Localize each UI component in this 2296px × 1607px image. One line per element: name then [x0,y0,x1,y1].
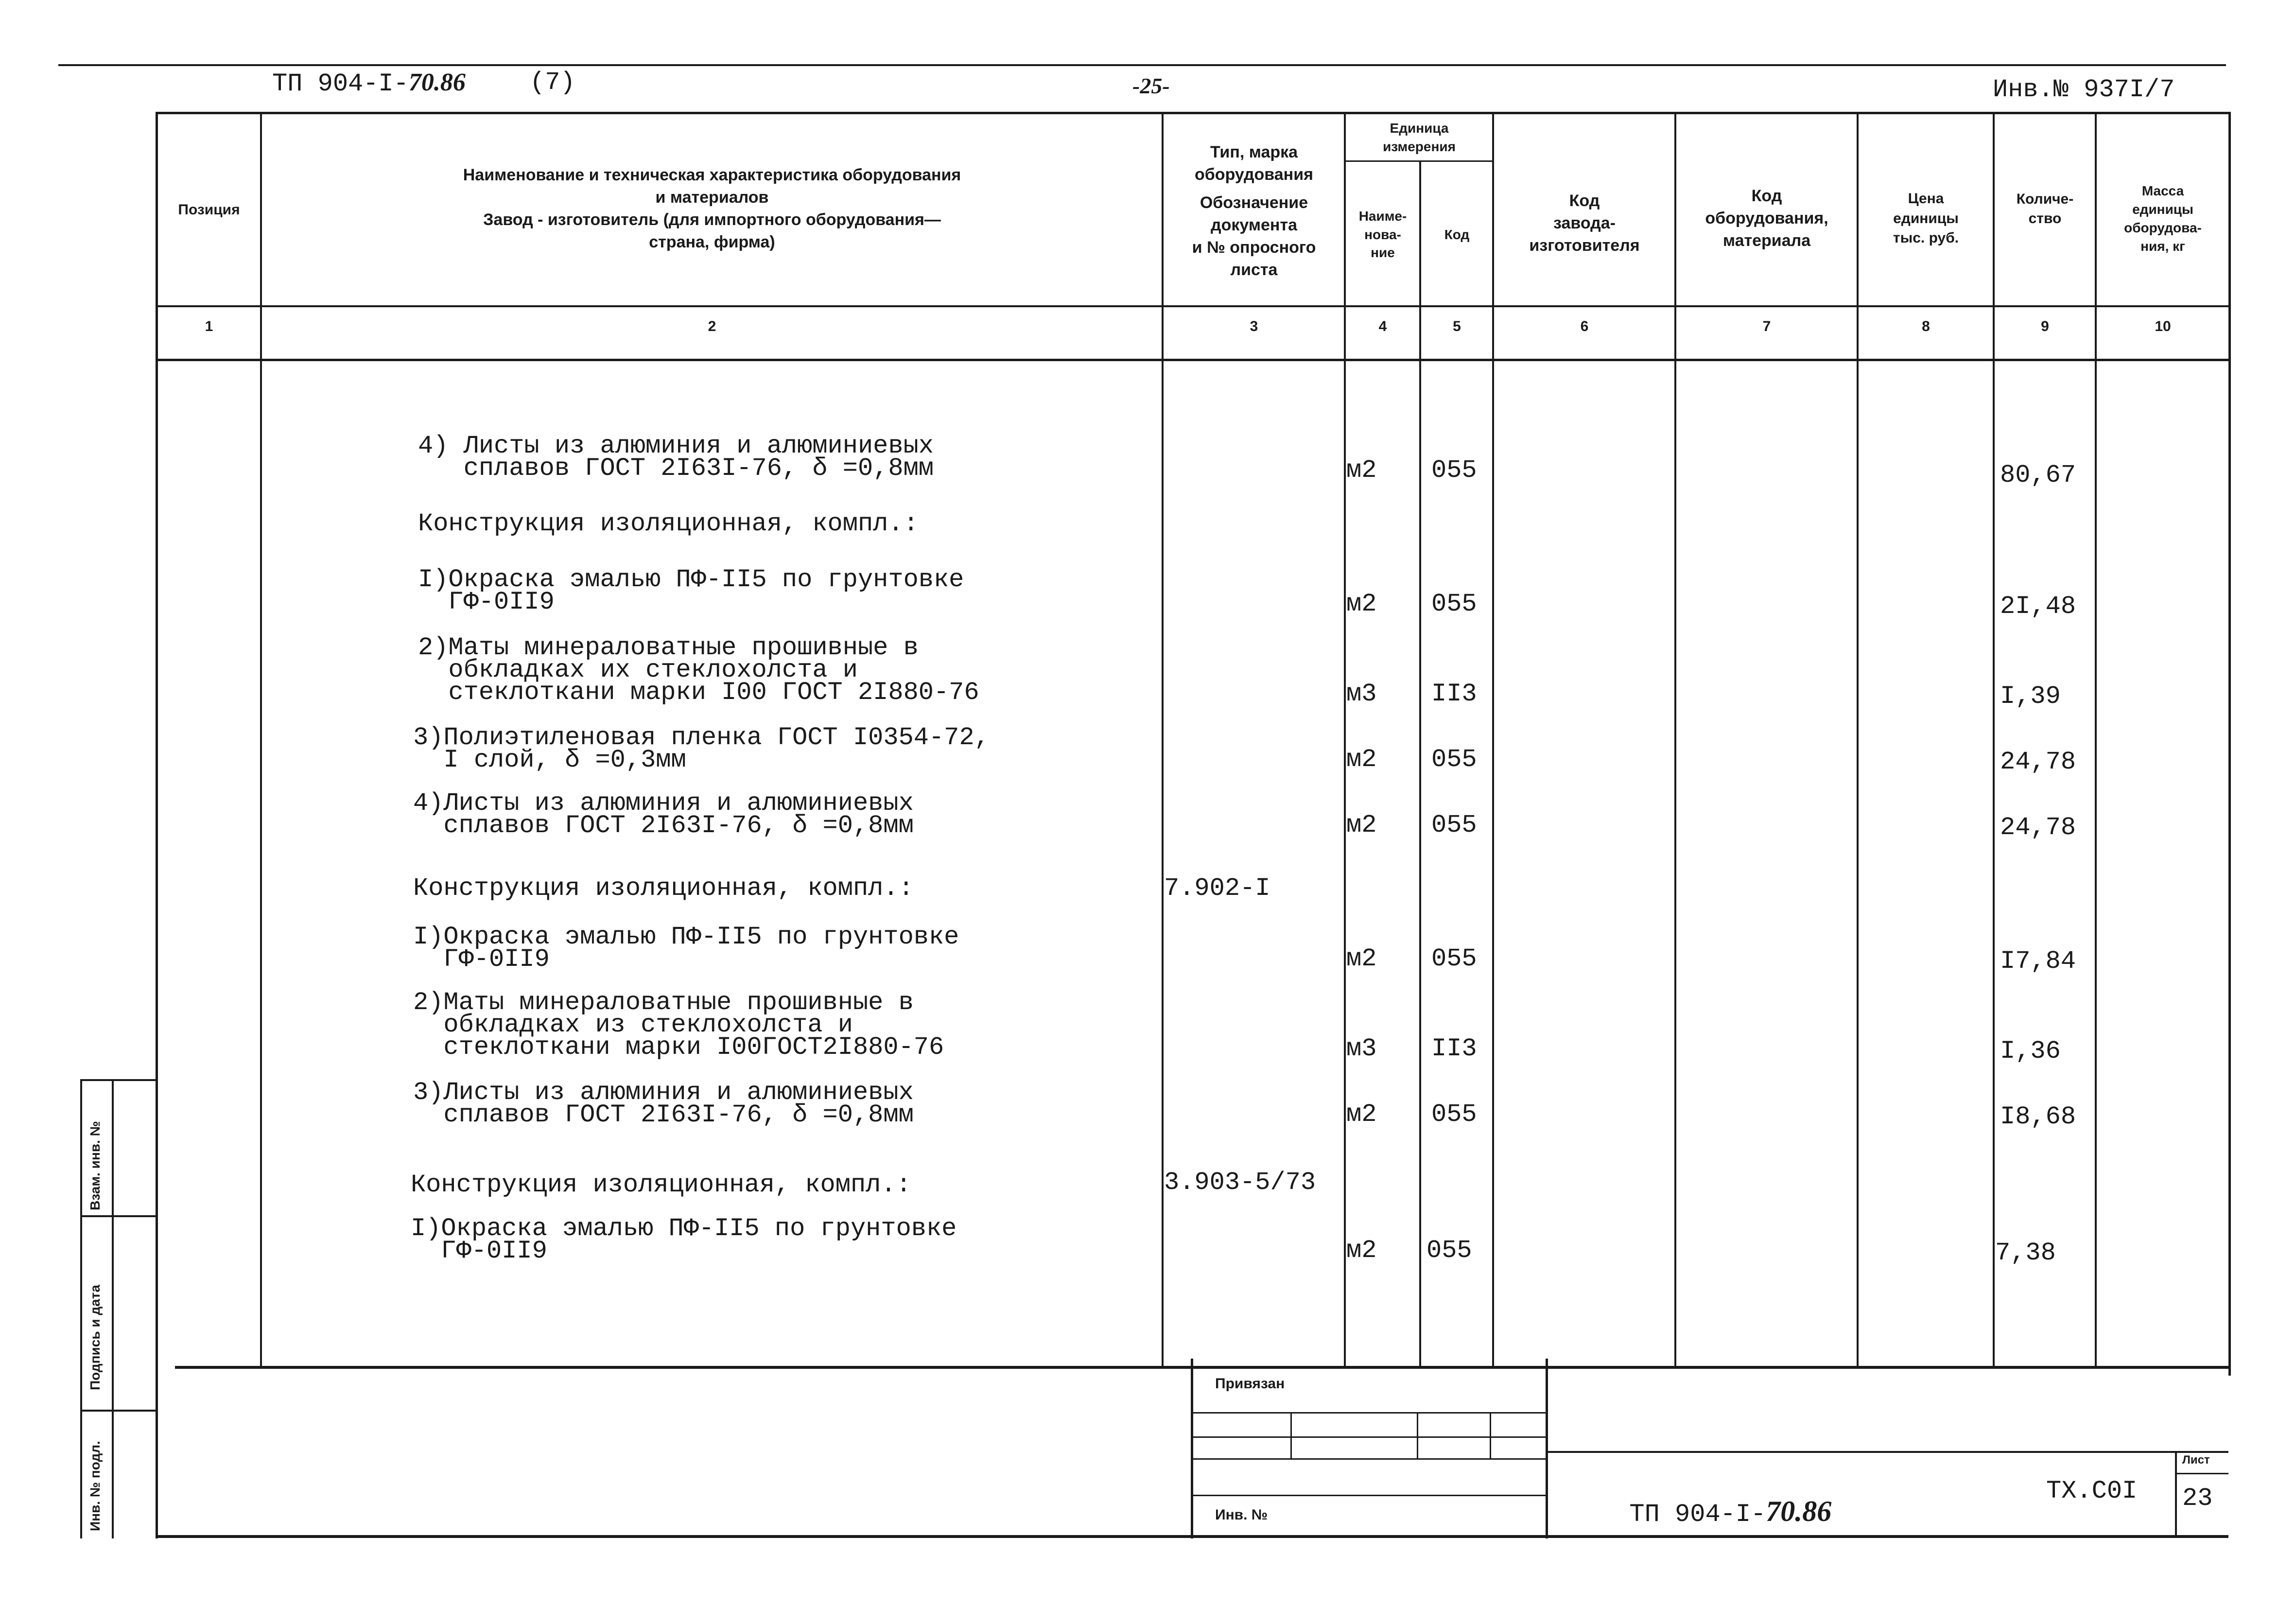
body-bottom-rule [175,1366,2228,1369]
side-label-replace-inv: Взам. инв. № [87,1121,103,1210]
stamp-right-top [1546,1451,2228,1453]
stamp-inv-label: Инв. № [1215,1507,1268,1523]
side-label-signature-date: Подпись и дата [87,1285,103,1390]
row-10-name: Конструкция изоляционная, компл.: [411,1170,911,1199]
row-4-qty: 24,78 [2000,748,2076,776]
side-label-inv-original: Инв. № подл. [87,1441,103,1531]
row-5-qty: 24,78 [2000,813,2076,842]
row-4-unit: м2 [1346,745,1377,774]
header-name: Наименование и техническая характеристика оборудования и материалов Завод - изготовитель (для импортного оборудования— страна, фирма) [463,166,961,251]
row-4-code: 055 [1431,745,1477,774]
header-rule [156,305,2228,307]
header-position: Позиция [178,202,240,218]
header-quantity: Количе- ство [2016,191,2074,227]
frame-header-top [156,112,2228,114]
colnum-1: 1 [205,318,213,334]
header-factory-code: Код завода- изготовителя [1529,192,1640,255]
unit-split-rule [1344,160,1492,162]
header-type: Тип, марка оборудования Обозначение документа и № опросного листа [1192,143,1316,279]
col-div-3 [1344,112,1346,1368]
stamp-sheet-rule [2175,1473,2228,1474]
colnum-6: 6 [1580,318,1589,334]
colnum-3: 3 [1250,318,1258,334]
frame-right [2228,112,2231,1376]
row-11-qty: 7,38 [1995,1239,2056,1267]
header-unit-name: Наиме- нова- ние [1358,208,1407,261]
row-8-qty: I,36 [2000,1037,2061,1066]
side-strip-mid [112,1079,114,1538]
doc-paren: (7) [530,68,575,97]
row-0-unit: м2 [1346,456,1377,485]
stamp-mid [1546,1359,1548,1538]
header-mass: Масса единицы оборудова- ния, кг [2124,183,2202,254]
stamp-sheet-label: Лист [2182,1453,2210,1467]
col-div-7 [1857,112,1859,1368]
row-9-code: 055 [1431,1100,1477,1129]
row-0-code: 055 [1431,456,1477,485]
header-unit-code: Код [1444,227,1470,242]
row-5-code: 055 [1431,811,1477,839]
colnum-10: 10 [2155,318,2171,334]
row-11-name: I)Окраска эмалью ПФ-II5 по грунтовке ГФ-0II9 [411,1214,957,1265]
page-number: -25- [1132,73,1170,98]
col-div-4 [1419,160,1421,1368]
stamp-row-2 [1193,1436,1546,1438]
row-9-name: 3)Листы из алюминия и алюминиевых сплавов ГОСТ 2I63I-76, δ =0,8мм [413,1078,914,1129]
row-2-qty: 2I,48 [2000,592,2076,621]
stamp-doc-code: ТП 904-I-70.86 [1629,1495,1832,1529]
col-div-5 [1492,112,1494,1368]
colnum-7: 7 [1762,318,1771,334]
row-3-qty: I,39 [2000,682,2061,711]
row-0-qty: 80,67 [2000,461,2076,489]
stamp-sheet-number: 23 [2182,1484,2213,1513]
col-div-1 [260,112,262,1368]
inventory-number: Инв.№ 937I/7 [1993,75,2175,104]
header-price: Цена единицы тыс. руб. [1893,191,1959,246]
row-8-unit: м3 [1346,1034,1377,1063]
header-unit: Единица измерения [1383,120,1456,154]
col-div-2 [1162,112,1164,1368]
stamp-cell-1 [1290,1412,1292,1458]
row-8-code: II3 [1431,1034,1477,1063]
row-11-unit: м2 [1346,1236,1377,1265]
col-div-8 [1993,112,1995,1368]
row-7-name: I)Окраска эмалью ПФ-II5 по грунтовке ГФ-0II9 [413,923,959,974]
row-10-doc: 3.903-5/73 [1164,1168,1316,1197]
colnum-8: 8 [1922,318,1930,334]
row-11-code: 055 [1426,1236,1472,1265]
colnum-9: 9 [2041,318,2049,334]
stamp-cell-3 [1490,1412,1491,1458]
row-3-name: 2)Маты минераловатные прошивные в обкладках их стеклохолста и стеклоткани марки I00 ГОСТ 2I880-76 [418,633,979,707]
header-material-code: Код оборудования, материала [1705,187,1828,250]
row-3-code: II3 [1431,680,1477,708]
colnum-2: 2 [708,318,716,334]
row-5-name: 4)Листы из алюминия и алюминиевых сплавов ГОСТ 2I63I-76, δ =0,8мм [413,789,914,840]
side-strip-top [80,1079,156,1081]
row-6-name: Конструкция изоляционная, компл.: [413,874,914,903]
row-3-unit: м3 [1346,680,1377,708]
row-0-name: 4) Листы из алюминия и алюминиевых сплавов ГОСТ 2I63I-76, δ =0,8мм [418,432,934,483]
privyazan-label: Привязан [1215,1376,1285,1392]
side-strip-left [80,1079,82,1538]
row-6-doc: 7.902-I [1164,874,1270,903]
side-strip-div1 [80,1215,156,1217]
row-7-qty: I7,84 [2000,947,2076,976]
row-5-unit: м2 [1346,811,1377,839]
stamp-row-4 [1193,1495,1546,1496]
col-div-9 [2095,112,2097,1368]
stamp-row-3 [1193,1458,1546,1460]
stamp-sheet-div [2175,1451,2177,1536]
colnum-5: 5 [1453,318,1461,334]
row-7-unit: м2 [1346,944,1377,973]
colnum-4: 4 [1378,318,1387,334]
row-7-code: 055 [1431,944,1477,973]
stamp-row-1 [1193,1412,1546,1414]
row-4-name: 3)Полиэтиленовая пленка ГОСТ I0354-72, I слой, δ =0,3мм [413,723,990,774]
row-8-name: 2)Маты минераловатные прошивные в обкладках из стеклохолста и стеклоткани марки I00ГОСТ2I880-76 [413,988,944,1062]
stamp-cell-2 [1417,1412,1418,1458]
top-rule [58,64,2226,66]
doc-code-top: ТП 904-I-70.86 [272,69,466,98]
stamp-left [1191,1359,1193,1538]
row-1-name: Конструкция изоляционная, компл.: [418,509,919,538]
row-2-name: I)Окраска эмалью ПФ-II5 по грунтовке ГФ-0II9 [418,565,964,616]
col-div-6 [1674,112,1676,1368]
colnum-rule [156,359,2228,361]
stamp-mark: ТХ.С0I [2046,1477,2138,1505]
row-2-code: 055 [1431,590,1477,618]
side-strip-div2 [80,1410,156,1412]
row-9-qty: I8,68 [2000,1102,2076,1131]
row-2-unit: м2 [1346,590,1377,618]
row-9-unit: м2 [1346,1100,1377,1129]
